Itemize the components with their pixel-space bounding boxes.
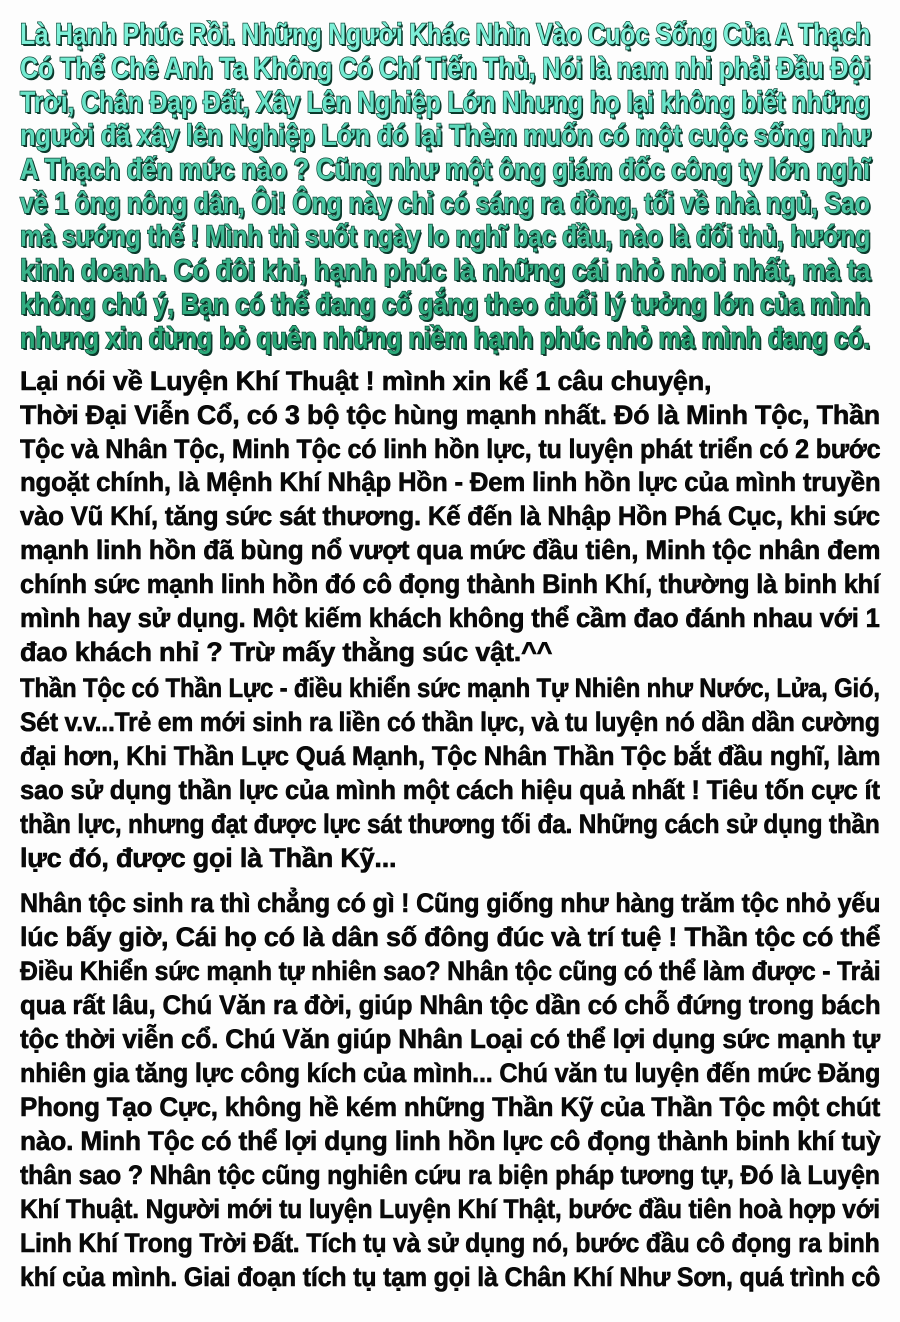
highlight-line: kinh doanh. Có đôi khi, hạnh phúc là những cái nhỏ nhoi nhất, mà ta bbox=[20, 254, 871, 287]
highlight-line: A Thạch đến mức nào ? Cũng như một ông giám đốc công ty lớn nghĩ bbox=[20, 153, 870, 186]
text-line: Sét v.v...Trẻ em mới sinh ra liền có thần lực, và tu luyện nó dần dần cường bbox=[20, 707, 880, 737]
text-line: Phong Tạo Cực, không hề kém những Thần Kỹ của Thần Tộc một chút bbox=[20, 1092, 881, 1122]
text-line: đại hơn, Khi Thần Lực Quá Mạnh, Tộc Nhân Thần Tộc bắt đầu nghĩ, làm bbox=[20, 741, 881, 771]
text-line: nhiên gia tăng lực công kích của mình... Chú văn tu luyện đến mức Đăng bbox=[20, 1058, 881, 1088]
text-line: Tộc và Nhân Tộc, Minh Tộc có linh hồn lực, tu luyện phát triển có 2 bước bbox=[20, 434, 881, 464]
text-line: đao khách nhỉ ? Trừ mấy thằng súc vật.^^ bbox=[20, 637, 553, 667]
text-line: Nhân tộc sinh ra thì chẳng có gì ! Cũng giống như hàng trăm tộc nhỏ yếu bbox=[20, 888, 881, 918]
text-line: khí của mình. Giai đoạn tích tụ tạm gọi là Chân Khí Như Sơn, quá trình cô bbox=[20, 1262, 881, 1292]
highlight-line: về 1 ông nông dân, Ôi! Ông này chỉ có sáng ra đồng, tối về nhà ngủ, Sao bbox=[20, 187, 870, 220]
highlight-line: người đã xây lên Nghiệp Lớn đó lại Thèm muốn có một cuộc sống như bbox=[20, 119, 871, 152]
highlight-line: Là Hạnh Phúc Rồi. Những Người Khác Nhìn Vào Cuộc Sống Của A Thạch bbox=[20, 18, 871, 51]
text-line: sao sử dụng thần lực của mình một cách hiệu quả nhất ! Tiêu tốn cực ít bbox=[20, 775, 880, 805]
text-line: Linh Khí Trong Trời Đất. Tích tụ và sử dụng nó, bước đầu cô đọng ra binh bbox=[20, 1228, 880, 1258]
text-line: thần lực, nhưng đạt được lực sát thương tối đa. Những cách sử dụng thần bbox=[20, 809, 880, 839]
text-line: lúc bấy giờ, Cái họ có là dân số đông đúc và trí tuệ ! Thần tộc có thể bbox=[20, 922, 881, 952]
highlight-line: Có Thể Chê Anh Ta Không Có Chí Tiến Thủ, Nói là nam nhi phải Đầu Đội bbox=[20, 52, 871, 85]
text-line: Khí Thuật. Người mới tu luyện Luyện Khí Thật, bước đầu tiên hoà hợp với bbox=[20, 1194, 880, 1224]
text-line: qua rất lâu, Chú Văn ra đời, giúp Nhân tộc dần có chỗ đứng trong bách bbox=[20, 990, 881, 1020]
highlight-line: Trời, Chân Đạp Đất, Xây Lên Nghiệp Lớn Nhưng họ lại không biết những bbox=[20, 86, 870, 119]
text-line: ngoặt chính, là Mệnh Khí Nhập Hồn - Đem linh hồn lực của mình truyền bbox=[20, 467, 881, 497]
text-line: nào. Minh Tộc có thể lợi dụng linh hồn lực cô đọng thành binh khí tuỳ bbox=[20, 1126, 881, 1156]
highlight-line: mà sướng thế ! Mình thì suốt ngày lo nghĩ bạc đầu, nào là đối thủ, hướng bbox=[20, 220, 871, 253]
text-line: Thời Đại Viễn Cổ, có 3 bộ tộc hùng mạnh nhất. Đó là Minh Tộc, Thần bbox=[20, 400, 880, 430]
text-line: vào Vũ Khí, tăng sức sát thương. Kế đến là Nhập Hồn Phá Cục, khi sức bbox=[20, 501, 880, 531]
text-line: Thần Tộc có Thần Lực - điều khiển sức mạnh Tự Nhiên như Nước, Lửa, Gió, bbox=[20, 673, 880, 703]
text-line: lực đó, được gọi là Thần Kỹ... bbox=[20, 843, 397, 873]
text-line: Điều Khiển sức mạnh tự nhiên sao? Nhân tộc cũng có thể làm được - Trải bbox=[20, 956, 881, 986]
text-line: tộc thời viễn cổ. Chú Văn giúp Nhân Loại có thể lợi dụng sức mạnh tự bbox=[20, 1024, 880, 1054]
highlight-line: không chú ý, Bạn có thể đang cố gắng theo đuổi lý tưởng lớn của mình bbox=[20, 288, 870, 321]
text-line: chính sức mạnh linh hồn đó cô đọng thành Binh Khí, thường là binh khí bbox=[20, 569, 880, 599]
highlight-line: nhưng xin đừng bỏ quên những niềm hạnh phúc nhỏ mà mình đang có. bbox=[20, 322, 870, 355]
text-line: mạnh linh hồn đã bùng nổ vượt qua mức đầu tiên, Minh tộc nhân đem bbox=[20, 535, 881, 565]
text-line: thân sao ? Nhân tộc cũng nghiên cứu ra biện pháp tương tự, Đó là Luyện bbox=[20, 1160, 880, 1190]
text-line: mình hay sử dụng. Một kiếm khách không thể cầm đao đánh nhau với 1 bbox=[20, 603, 880, 633]
text-line: Lại nói về Luyện Khí Thuật ! mình xin kể 1 câu chuyện, bbox=[20, 366, 712, 396]
